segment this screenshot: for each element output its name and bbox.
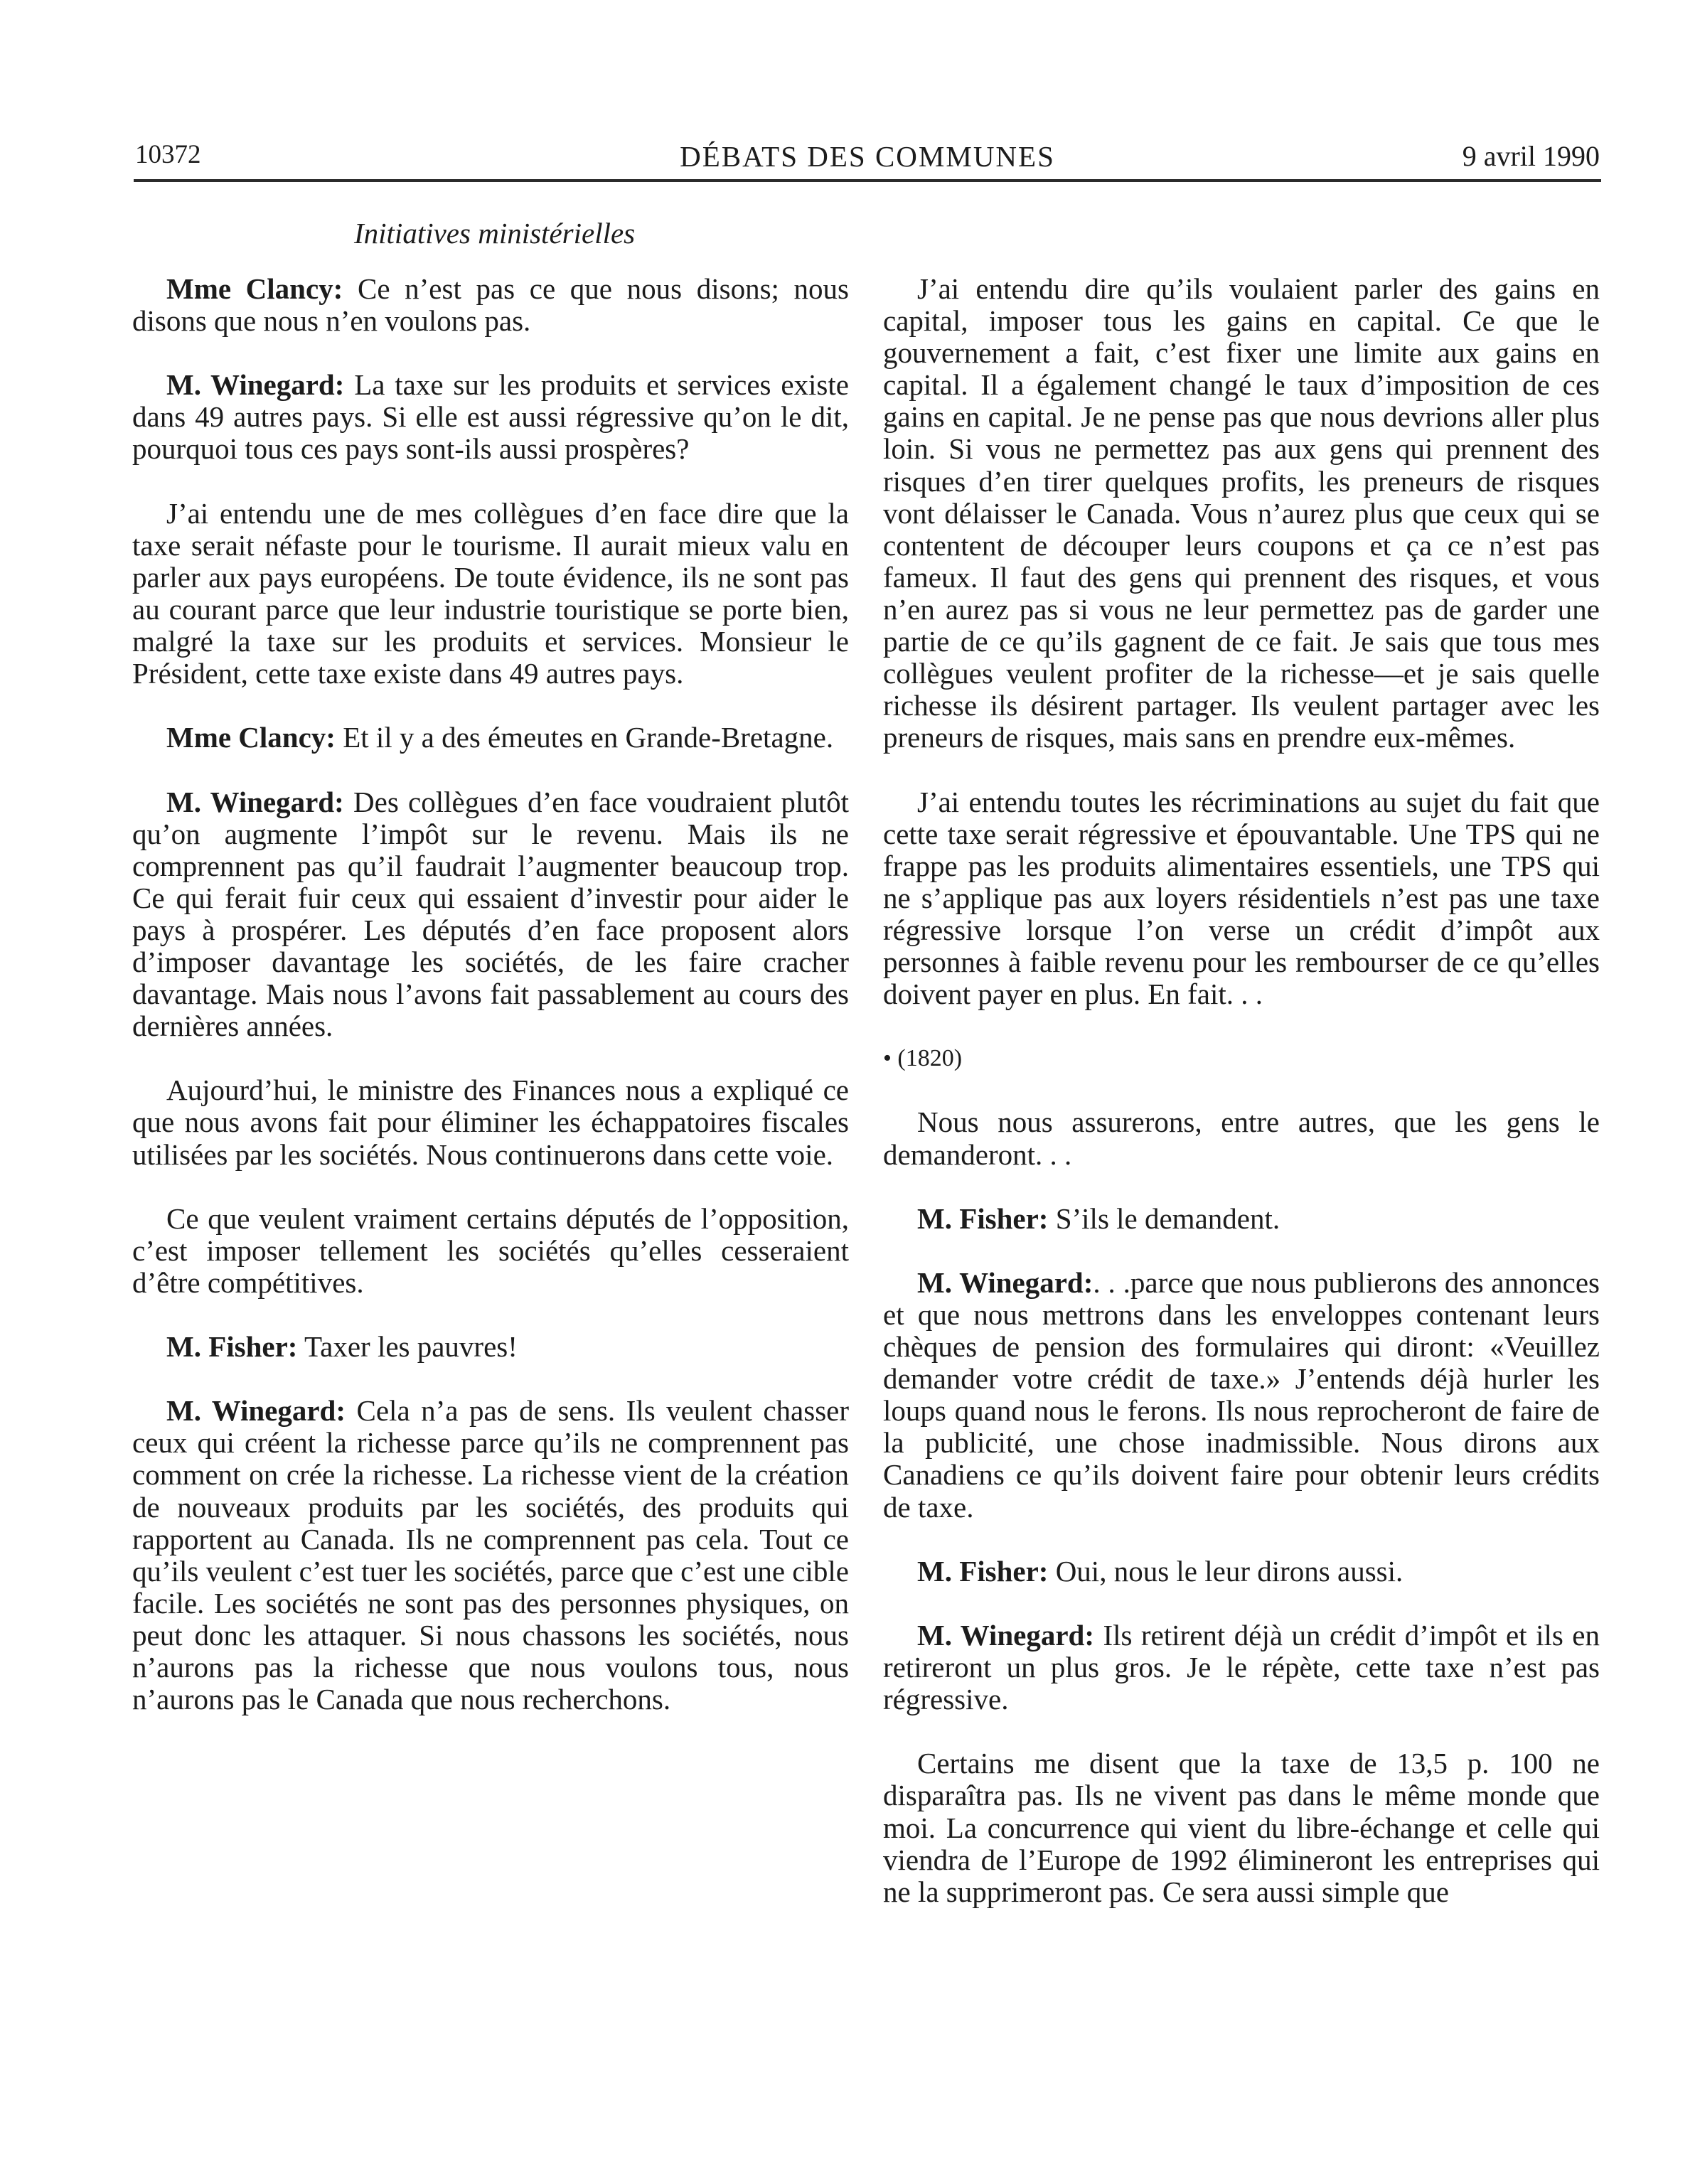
paragraph	[883, 1620, 1600, 1715]
publication-title: DÉBATS DES COMMUNES	[680, 140, 1055, 173]
speaker-name: M. Winegard:	[917, 1618, 1094, 1652]
paragraph	[132, 1203, 849, 1299]
paragraph	[132, 1395, 849, 1715]
speaker-name: Mme Clancy:	[166, 272, 343, 305]
paragraph-text: Cela n’a pas de sens. Ils veulent chasser ceux qui créent la richesse parce qu’ils ne comprennent pas comment on crée la richesse. La richesse vient de la création de nouveaux produits par les sociétés, des produits qui rapportent au Canada. Ils ne comprennent pas cela. Tout ce qu’ils veulent c’est tuer les sociétés, parce que c’est une cible facile. Les sociétés ne sont pas des personnes physiques, on peut donc les attaquer. Si nous chassons les sociétés, nous n’aurons pas la richesse que nous voulons tous, nous n’aurons pas le Canada que nous recherchons.	[132, 1394, 850, 1716]
header-rule	[134, 179, 1601, 182]
left-column	[132, 273, 849, 1747]
paragraph	[132, 273, 849, 337]
paragraph	[883, 273, 1600, 754]
paragraph	[883, 1203, 1600, 1235]
speaker-name: M. Fisher:	[917, 1201, 1049, 1235]
paragraph-text: Ce que veulent vraiment certains députés de l’opposition, c’est imposer tellement les sociétés qu’elles cesseraient d’être compétitives.	[132, 1201, 849, 1299]
time-marker	[883, 1042, 1600, 1074]
speaker-name: M. Fisher:	[166, 1330, 298, 1364]
speaker-name: M. Winegard:	[166, 368, 345, 402]
publication-date: 9 avril 1990	[1462, 140, 1600, 172]
paragraph	[883, 1747, 1600, 1907]
speaker-name: M. Winegard:	[166, 1394, 346, 1428]
paragraph-text: Ce n’est pas ce que nous disons; nous disons que nous n’en voulons pas.	[132, 272, 850, 338]
speaker-name: M. Fisher:	[917, 1554, 1049, 1588]
paragraph	[132, 369, 849, 465]
paragraph-text: Taxer les pauvres!	[297, 1330, 518, 1364]
section-title: Initiatives ministérielles	[354, 217, 636, 250]
page-header	[135, 139, 1600, 182]
paragraph-text: J’ai entendu dire qu’ils voulaient parler des gains en capital, imposer tous les gains en capital. Ce que le gouvernement a fait, c’est fixer une limite aux gains en capital. Il a également changé le taux d’imposition de ces gains en capital. Je ne pense pas que nous devrions aller plus loin. Si vous ne permettez pas aux gens qui prennent des risques d’en tirer quelques profits, les preneurs de risques vont délaisser le Canada. Vous n’aurez plus que ceux qui se contentent de découper leurs coupons et ça ce n’est pas fameux. Il faut des gens qui prennent des risques, et vous n’en aurez pas si vous ne leur permettez pas de garder une partie de ce qu’ils gagnent de ce fait. Je sais que tous mes collègues veulent profiter de la richesse—et je sais quelle richesse ils désirent partager. Ils veulent partager avec les preneurs de risques, mais sans en prendre eux-mêmes.	[883, 272, 1600, 754]
paragraph	[883, 1556, 1600, 1588]
paragraph-text: Ils retirent déjà un crédit d’impôt et ils en retireront un plus gros. Je le répète, cette taxe n’est pas régressive.	[883, 1618, 1600, 1716]
paragraph-text: Nous nous assurerons, entre autres, que les gens le demanderont. . .	[883, 1106, 1600, 1171]
paragraph-text: Certains me disent que la taxe de 13,5 p. 100 ne disparaîtra pas. Ils ne vivent pas dans le même monde que moi. La concurrence qui vient du libre-échange et celle qui viendra de l’Europe de 1992 élimineront les entreprises qui ne la supprimeront pas. Ce sera aussi simple que	[883, 1747, 1600, 1908]
paragraph-text: Des collègues d’en face voudraient plutôt qu’on augmente l’impôt sur le revenu. Mais ils ne comprennent pas qu’il faudrait l’augmenter beaucoup trop. Ce qui ferait fuir ceux qui essaient d’investir pour aider le pays à prospérer. Les députés d’en face proposent alors d’imposer davantage les sociétés, de les faire cracher davantage. Mais nous l’avons fait passablement au cours des dernières années.	[132, 785, 849, 1043]
right-column	[883, 273, 1600, 1940]
page-number: 10372	[135, 140, 201, 169]
paragraph	[132, 1331, 849, 1363]
paragraph-text: Oui, nous le leur dirons aussi.	[1048, 1554, 1403, 1588]
paragraph-text: S’ils le demandent.	[1048, 1201, 1280, 1235]
paragraph-text: La taxe sur les produits et services existe dans 49 autres pays. Si elle est aussi régressive qu’on le dit, pourquoi tous ces pays sont-ils aussi prospères?	[132, 368, 849, 466]
speaker-name: M. Winegard:	[917, 1265, 1094, 1299]
paragraph-text: Et il y a des émeutes en Grande-Bretagne.	[335, 721, 834, 754]
time-marker-text: • (1820)	[883, 1045, 963, 1072]
paragraph-text: J’ai entendu une de mes collègues d’en face dire que la taxe serait néfaste pour le tourisme. Il aurait mieux valu en parler aux pays européens. De toute évidence, ils ne sont pas au courant parce que leur industrie touristique se porte bien, malgré la taxe sur les produits et services. Monsieur le Président, cette taxe existe dans 49 autres pays.	[132, 496, 849, 690]
speaker-name: Mme Clancy:	[166, 721, 336, 754]
paragraph-text: J’ai entendu toutes les récriminations au sujet du fait que cette taxe serait régressive et épouvantable. Une TPS qui ne frappe pas les produits alimentaires essentiels, une TPS qui ne s’applique pas aux loyers résidentiels n’est pas une taxe régressive lorsque l’on verse un crédit d’impôt aux personnes à faible revenu pour les rembourser de ce qu’elles doivent payer en plus. En fait. . .	[883, 785, 1600, 1011]
speaker-name: M. Winegard:	[166, 785, 344, 818]
paragraph	[132, 1074, 849, 1170]
paragraph-text: Aujourd’hui, le ministre des Finances nous a expliqué ce que nous avons fait pour éliminer les échappatoires fiscales utilisées par les sociétés. Nous continuerons dans cette voie.	[132, 1074, 849, 1171]
paragraph	[883, 786, 1600, 1011]
paragraph	[883, 1267, 1600, 1524]
paragraph-text: . . .parce que nous publierons des annonces et que nous mettrons dans les enveloppes contenant leurs chèques de pension des formulaires qui diront: «Veuillez demander votre crédit de taxe.» J’entends déjà hurler les loups quand nous le ferons. Ils nous reprocheront de faire de la publicité, une chose inadmissible. Nous dirons aux Canadiens ce qu’ils doivent faire pour obtenir leurs crédits de taxe.	[883, 1265, 1600, 1524]
paragraph	[132, 786, 849, 1043]
paragraph	[132, 498, 849, 690]
paragraph	[883, 1106, 1600, 1170]
paragraph	[132, 722, 849, 754]
